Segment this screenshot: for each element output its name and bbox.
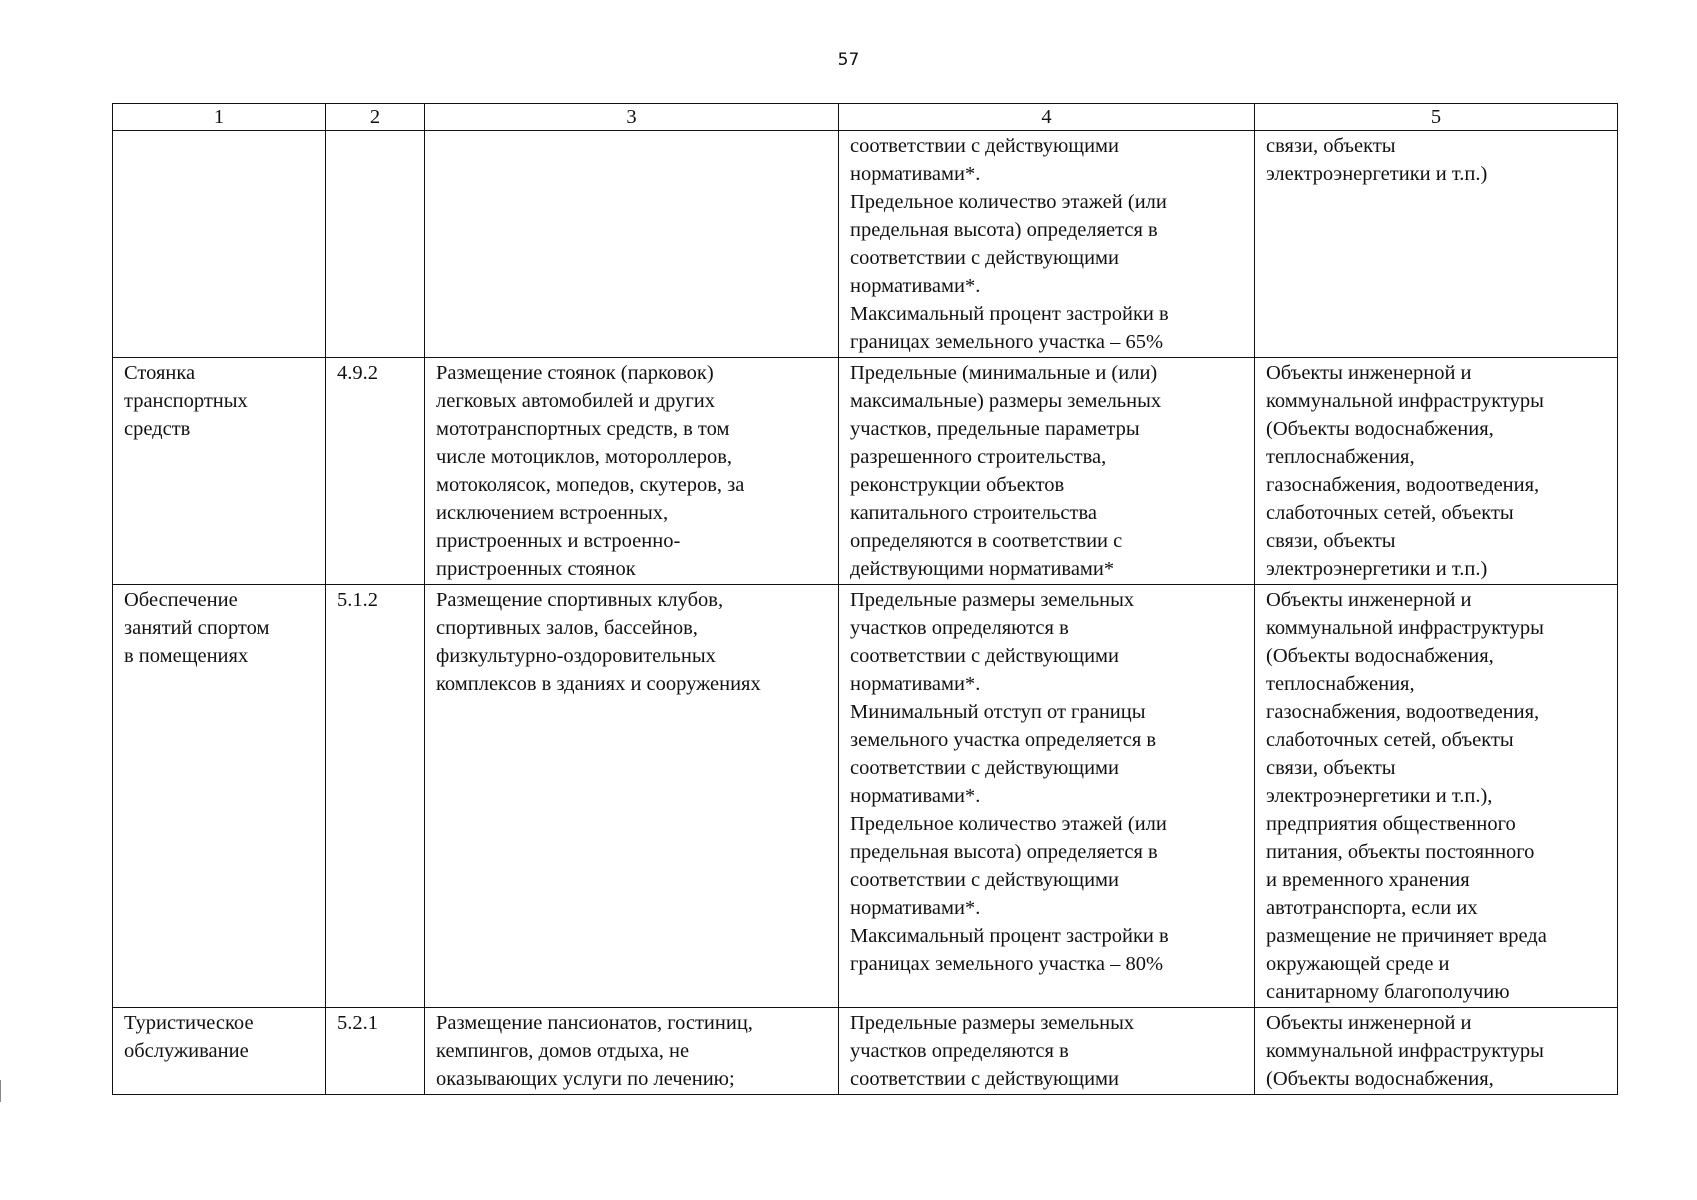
use-description-cell (425, 358, 839, 585)
use-description-cell (425, 585, 839, 1008)
cell-text-line: определяются в соответствии с (850, 530, 1123, 552)
cell-text-line: предельная высота) определяется в (850, 841, 1158, 863)
cell-text-line: газоснабжения, водоотведения, (1266, 474, 1540, 496)
parameters-cell (839, 1008, 1255, 1095)
cell-text-line: Минимальный отступ от границы (850, 701, 1146, 723)
parameters-cell (839, 131, 1255, 358)
cell-text-line: слаботочных сетей, объекты (1266, 729, 1514, 751)
cell-text-line: связи, объекты (1266, 135, 1396, 157)
cell-text-line: электроэнергетики и т.п.) (1266, 558, 1488, 580)
scan-margin-mark (0, 1080, 7, 1102)
cell-text-line: коммунальной инфраструктуры (1266, 390, 1544, 412)
cell-text-line: мотоколясок, мопедов, скутеров, за (436, 474, 745, 496)
cell-text-line: исключением встроенных, (436, 502, 669, 524)
use-description-cell (425, 131, 839, 358)
use-name-cell (113, 585, 326, 1008)
cell-text-line: Предельные размеры земельных (850, 589, 1135, 611)
cell-text-line: газоснабжения, водоотведения, (1266, 701, 1540, 723)
parameters-cell (839, 358, 1255, 585)
table-row (113, 358, 1618, 585)
cell-text-line: связи, объекты (1266, 530, 1396, 552)
cell-text-line: связи, объекты (1266, 757, 1396, 779)
cell-text-line: мототранспортных средств, в том (436, 418, 730, 440)
cell-text-line: соответствии с действующими (850, 757, 1119, 779)
cell-text-line: автотранспорта, если их (1266, 897, 1478, 919)
cell-text-line: коммунальной инфраструктуры (1266, 1040, 1544, 1062)
cell-text-line: слаботочных сетей, объекты (1266, 502, 1514, 524)
cell-text-line: соответствии с действующими (850, 135, 1119, 157)
use-name-cell (113, 1008, 326, 1095)
cell-text-line: Предельное количество этажей (или (850, 813, 1167, 835)
cell-text-line: Предельное количество этажей (или (850, 191, 1167, 213)
cell-text-line: (Объекты водоснабжения, (1266, 418, 1494, 440)
cell-text-line: окружающей среде и (1266, 953, 1450, 975)
table-row (113, 131, 1618, 358)
cell-text-line: оказывающих услуги по лечению; (436, 1068, 735, 1090)
allowed-objects-cell (1255, 1008, 1618, 1095)
parameters-cell (839, 585, 1255, 1008)
use-description-cell (425, 1008, 839, 1095)
cell-text-line: капитального строительства (850, 502, 1097, 524)
cell-text-line: максимальные) размеры земельных (850, 390, 1162, 412)
cell-text-line: пристроенных стоянок (436, 558, 636, 580)
cell-text-line: физкультурно-оздоровительных (436, 645, 716, 667)
use-code-cell (326, 131, 425, 358)
cell-text-line: Предельные размеры земельных (850, 1012, 1135, 1034)
use-code-cell (326, 585, 425, 1008)
cell-text-line: соответствии с действующими (850, 645, 1119, 667)
cell-text-line: кемпингов, домов отдыха, не (436, 1040, 690, 1062)
header-cell-4: 4 (839, 104, 1255, 131)
cell-text-line: Стоянка (124, 362, 196, 384)
cell-text-line: предельная высота) определяется в (850, 219, 1158, 241)
cell-text-line: 5.1.2 (337, 589, 378, 611)
cell-text-line: Предельные (минимальные и (или) (850, 362, 1158, 384)
cell-text-line: 4.9.2 (337, 362, 378, 384)
cell-text-line: (Объекты водоснабжения, (1266, 1068, 1494, 1090)
use-name-cell (113, 358, 326, 585)
cell-text-line: спортивных залов, бассейнов, (436, 617, 698, 639)
cell-text-line: питания, объекты постоянного (1266, 841, 1535, 863)
table-body (113, 131, 1618, 1095)
cell-text-line: (Объекты водоснабжения, (1266, 645, 1494, 667)
cell-text-line: нормативами*. (850, 275, 981, 297)
cell-text-line: соответствии с действующими (850, 247, 1119, 269)
cell-text-line: земельного участка определяется в (850, 729, 1157, 751)
cell-text-line: коммунальной инфраструктуры (1266, 617, 1544, 639)
cell-text-line: электроэнергетики и т.п.) (1266, 163, 1488, 185)
use-name-cell (113, 131, 326, 358)
cell-text-line: участков, предельные параметры (850, 418, 1140, 440)
cell-text-line: участков определяются в (850, 1040, 1069, 1062)
cell-text-line: легковых автомобилей и других (436, 390, 715, 412)
cell-text-line: Объекты инженерной и (1266, 362, 1472, 384)
cell-text-line: реконструкции объектов (850, 474, 1065, 496)
cell-text-line: обслуживание (124, 1040, 249, 1062)
cell-text-line: Максимальный процент застройки в (850, 303, 1169, 325)
cell-text-line: Объекты инженерной и (1266, 1012, 1472, 1034)
cell-text-line: разрешенного строительства, (850, 446, 1107, 468)
cell-text-line: транспортных (124, 390, 248, 412)
cell-text-line: теплоснабжения, (1266, 446, 1415, 468)
page-number: 57 (837, 50, 860, 70)
cell-text-line: и временного хранения (1266, 869, 1470, 891)
cell-text-line: Размещение спортивных клубов, (436, 589, 724, 611)
cell-text-line: теплоснабжения, (1266, 673, 1415, 695)
cell-text-line: 5.2.1 (337, 1012, 378, 1034)
cell-text-line: Объекты инженерной и (1266, 589, 1472, 611)
cell-text-line: пристроенных и встроенно- (436, 530, 681, 552)
cell-text-line: границах земельного участка – 65% (850, 331, 1164, 353)
cell-text-line: занятий спортом (124, 617, 270, 639)
use-code-cell (326, 358, 425, 585)
cell-text-line: соответствии с действующими (850, 1068, 1119, 1090)
cell-text-line: границах земельного участка – 80% (850, 953, 1164, 975)
table-row (113, 585, 1618, 1008)
cell-text-line: действующими нормативами* (850, 558, 1115, 580)
header-row (113, 104, 1618, 131)
land-use-table (112, 103, 1618, 1095)
cell-text-line: комплексов в зданиях и сооружениях (436, 673, 761, 695)
cell-text-line: Обеспечение (124, 589, 238, 611)
cell-text-line: предприятия общественного (1266, 813, 1516, 835)
allowed-objects-cell (1255, 585, 1618, 1008)
header-cell-5: 5 (1255, 104, 1618, 131)
cell-text-line: участков определяются в (850, 617, 1069, 639)
cell-text-line: нормативами*. (850, 163, 981, 185)
cell-text-line: электроэнергетики и т.п.), (1266, 785, 1493, 807)
header-cell-1: 1 (113, 104, 326, 131)
cell-text-line: Размещение стоянок (парковок) (436, 362, 714, 384)
cell-text-line: размещение не причиняет вреда (1266, 925, 1547, 947)
cell-text-line: нормативами*. (850, 673, 981, 695)
allowed-objects-cell (1255, 131, 1618, 358)
cell-text-line: соответствии с действующими (850, 869, 1119, 891)
allowed-objects-cell (1255, 358, 1618, 585)
cell-text-line: числе мотоциклов, мотороллеров, (436, 446, 733, 468)
cell-text-line: в помещениях (124, 645, 249, 667)
cell-text-line: Размещение пансионатов, гостиниц, (436, 1012, 753, 1034)
header-cell-2: 2 (326, 104, 425, 131)
cell-text-line: Максимальный процент застройки в (850, 925, 1169, 947)
cell-text-line: средств (124, 418, 191, 440)
cell-text-line: санитарному благополучию (1266, 981, 1510, 1003)
header-cell-3: 3 (425, 104, 839, 131)
cell-text-line: нормативами*. (850, 785, 981, 807)
use-code-cell (326, 1008, 425, 1095)
cell-text-line: нормативами*. (850, 897, 981, 919)
cell-text-line: Туристическое (124, 1012, 254, 1034)
table-row (113, 1008, 1618, 1095)
